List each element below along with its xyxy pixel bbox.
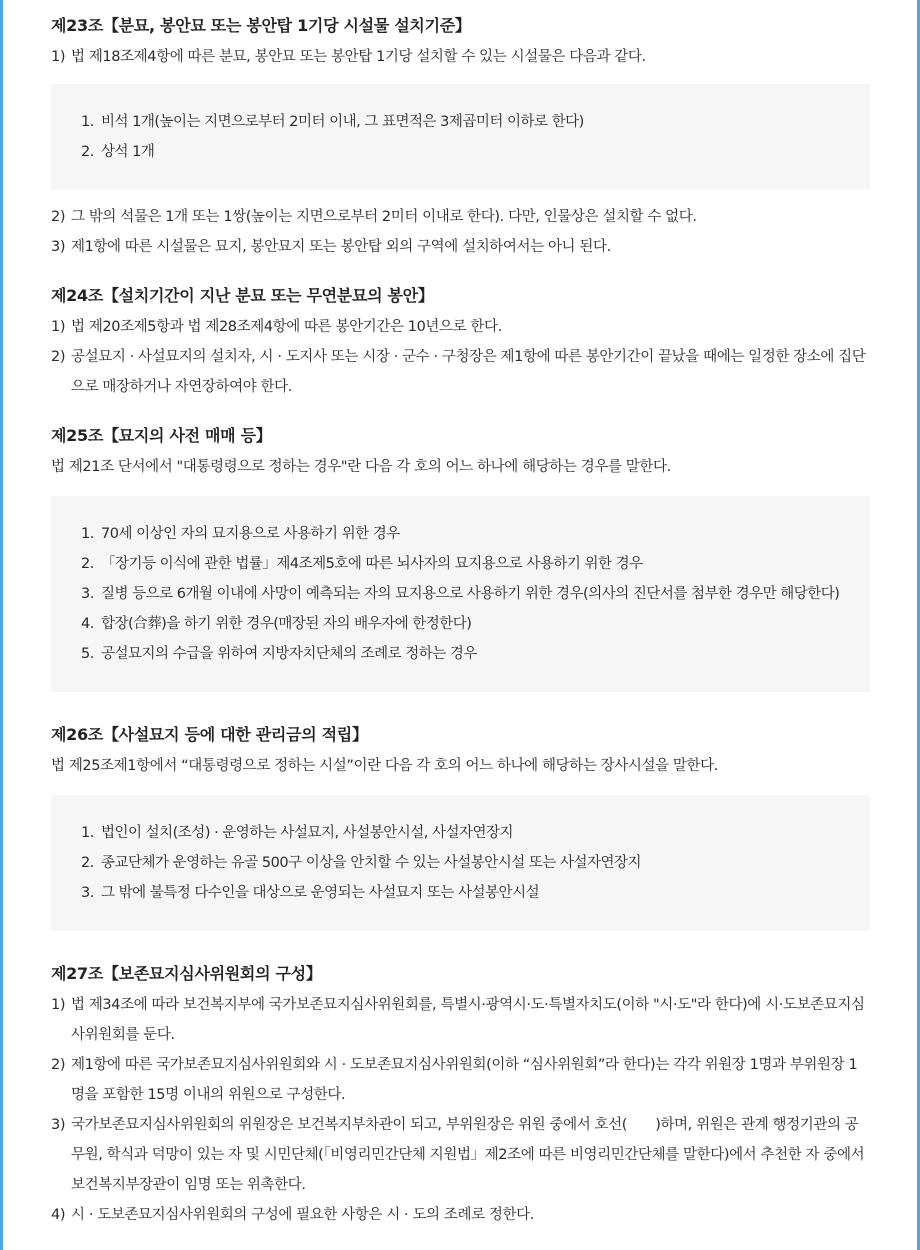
article-26	[51, 723, 869, 931]
article-23-para-1: 1) 법 제18조제4항에 따른 분묘, 봉안묘 또는 봉안탑 1기당 설치할 수 있는 시설물은 다음과 같다.	[51, 49, 646, 65]
article-27-para-1: 1) 법 제34조에 따라 보건복지부에 국가보존묘지심사위원회를, 특별시·광역시·도·특별자치도(이하 "시·도"라 한다)에 시·도보존묘지심사위원회를 둔다.	[51, 997, 865, 1043]
article-25-items-box	[51, 496, 870, 692]
article-27-para-4: 4) 시 · 도보존묘지심사위원회의 구성에 필요한 사항은 시 · 도의 조례로 정한다.	[51, 1207, 534, 1223]
article-25	[51, 424, 869, 692]
list-item: 5. 공설묘지의 수급을 위하여 지방자치단체의 조례로 정하는 경우	[81, 646, 477, 662]
list-item: 2. 종교단체가 운영하는 유골 500구 이상을 안치할 수 있는 사설봉안시설 또는 사설자연장지	[81, 855, 642, 871]
article-26-title: 제26조【사설묘지 등에 대한 관리금의 적립】	[51, 725, 368, 744]
article-26-items-box	[51, 795, 870, 931]
article-27-para-2: 2) 제1항에 따른 국가보존묘지심사위원회와 시 · 도보존묘지심사위원회(이하 “심사위원회”라 한다)는 각각 위원장 1명과 부위원장 1명을 포함한 15명 이내의 위원으로 구성한다.	[51, 1057, 858, 1103]
article-24	[51, 284, 869, 402]
article-27	[51, 962, 869, 1230]
article-25-title: 제25조【묘지의 사전 매매 등】	[51, 426, 272, 445]
article-23-items-box	[51, 84, 870, 190]
list-item: 4. 합장(合葬)을 하기 위한 경우(매장된 자의 배우자에 한정한다)	[81, 616, 472, 632]
list-item: 2. 상석 1개	[81, 144, 155, 160]
list-item: 1. 비석 1개(높이는 지면으로부터 2미터 이내, 그 표면적은 3제곱미터 이하로 한다)	[81, 114, 584, 130]
article-24-para-2: 2) 공설묘지 · 사설묘지의 설치자, 시 · 도지사 또는 시장 · 군수 · 구청장은 제1항에 따른 봉안기간이 끝났을 때에는 일정한 장소에 집단으로 매장하거나 자연장하여야 한다.	[51, 349, 866, 395]
article-27-title: 제27조【보존묘지심사위원회의 구성】	[51, 964, 322, 983]
article-23-para-3: 3) 제1항에 따른 시설물은 묘지, 봉안묘지 또는 봉안탑 외의 구역에 설치하여서는 아니 된다.	[51, 239, 611, 255]
list-item: 3. 그 밖에 불특정 다수인을 대상으로 운영되는 사설묘지 또는 사설봉안시설	[81, 885, 540, 901]
article-23-title: 제23조【분묘, 봉안묘 또는 봉안탑 1기당 시설물 설치기준】	[51, 16, 471, 35]
article-24-para-1: 1) 법 제20조제5항과 법 제28조제4항에 따른 봉안기간은 10년으로 한다.	[51, 319, 502, 335]
article-23	[51, 0, 869, 262]
list-item: 3. 질병 등으로 6개월 이내에 사망이 예측되는 자의 묘지용으로 사용하기 위한 경우(의사의 진단서를 첨부한 경우만 해당한다)	[81, 586, 840, 602]
list-item: 1. 70세 이상인 자의 묘지용으로 사용하기 위한 경우	[81, 526, 400, 542]
article-23-para-2: 2) 그 밖의 석물은 1개 또는 1쌍(높이는 지면으로부터 2미터 이내로 한다). 다만, 인물상은 설치할 수 없다.	[51, 209, 697, 225]
list-item: 2. 「장기등 이식에 관한 법률」제4조제5호에 따른 뇌사자의 묘지용으로 사용하기 위한 경우	[81, 556, 643, 572]
article-24-title: 제24조【설치기간이 지난 분묘 또는 무연분묘의 봉안】	[51, 286, 434, 305]
list-item: 1. 법인이 설치(조성) · 운영하는 사설묘지, 사설봉안시설, 사설자연장지	[81, 825, 513, 841]
article-27-para-3: 3) 국가보존묘지심사위원회의 위원장은 보건복지부차관이 되고, 부위원장은 위원 중에서 호선( )하며, 위원은 관계 행정기관의 공무원, 학식과 덕망이 있는 자 및 시민단체(「비영리민간단체 지원법」제2조에 따른 비영리민간단체를 말한다)에서 추천한 자 중에서 보건복지부장관이 임명 또는 위촉한다.	[51, 1117, 865, 1193]
article-26-intro: 법 제25조제1항에서 “대통령령으로 정하는 시설”이란 다음 각 호의 어느 하나에 해당하는 장사시설을 말한다.	[51, 758, 718, 774]
article-25-intro: 법 제21조 단서에서 "대통령령으로 정하는 경우"란 다음 각 호의 어느 하나에 해당하는 경우를 말한다.	[51, 459, 671, 475]
